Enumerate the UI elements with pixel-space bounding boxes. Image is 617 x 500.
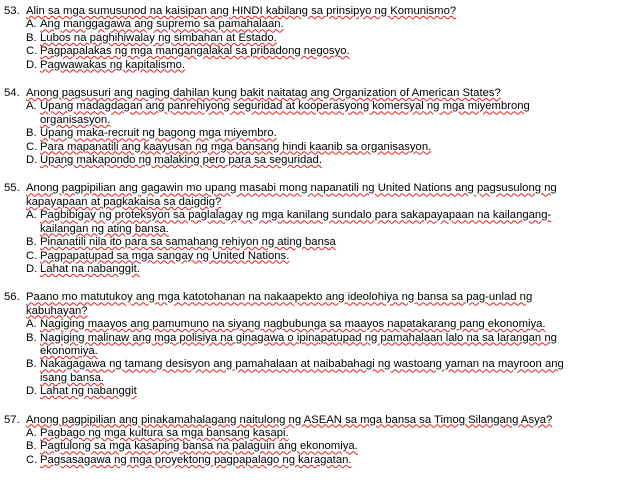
- question-number: 54.: [4, 87, 20, 100]
- choice-c: [4, 250, 617, 263]
- choice-b: [4, 127, 617, 140]
- question-number: 55.: [4, 182, 20, 195]
- choice-a: [4, 209, 617, 236]
- choice-letter: B.: [26, 127, 37, 140]
- question-text: Paano mo matutukoy ang mga katotohanan na nakaapekto ang ideolohiya ng bansa sa pag-unlad ng kabuhayan?: [26, 291, 533, 317]
- choice-b-second: [4, 358, 617, 385]
- choice-b: [4, 440, 617, 453]
- choice-letter: A.: [26, 209, 37, 222]
- choice-text: Pagwawakas ng kapitalismo.: [40, 58, 186, 71]
- choice-d: [4, 59, 617, 72]
- choice-a: [4, 318, 617, 331]
- choice-text: Pagbago ng mga kultura sa mga bansang kasapi.: [40, 426, 289, 439]
- choice-b: [4, 332, 617, 359]
- choice-b: [4, 236, 617, 249]
- choice-a: [4, 18, 617, 31]
- choice-letter: C.: [26, 140, 38, 153]
- choice-letter: D.: [26, 58, 38, 71]
- choice-text: Nagiging maayos ang pamumuno na siyang nagbubunga sa maayos napatakarang pang ekonomiya.: [40, 318, 546, 331]
- question-number: 53.: [4, 5, 20, 17]
- choice-letter: C.: [26, 453, 38, 466]
- choice-letter: B.: [26, 331, 37, 344]
- choice-a: [4, 427, 617, 440]
- choice-text: Para mapanatili ang kaayusan ng mga bansang hindi kaanib sa organisasyon.: [40, 140, 432, 153]
- question-number: 57.: [4, 413, 20, 426]
- choice-letter: B.: [26, 358, 37, 371]
- question-53: [4, 5, 617, 72]
- choice-text: Pagpapatupad sa mga sangay ng United Nations.: [40, 249, 290, 262]
- choice-letter: C.: [26, 249, 38, 262]
- question-text: Anong pagpipilian ang gagawin mo upang masabi mong napanatili ng United Nations ang pagsusulong ng kapayapaan at pagkakaisa sa daigdig?: [26, 182, 557, 208]
- choice-letter: D.: [26, 262, 38, 275]
- question-text: Alin sa mga sumusunod na kaisipan ang HINDI kabilang sa prinsipyo ng Komunismo?: [26, 5, 457, 17]
- choice-b: [4, 32, 617, 45]
- choice-text: Nagiging malinaw ang mga polisiya na ginagawa o ipinapatupad ng pamahalaan lalo na sa larangan ng ekonomiya.: [40, 331, 557, 357]
- choice-letter: B.: [26, 31, 37, 44]
- choice-text: Lahat ng nabanggit: [40, 385, 137, 398]
- choice-letter: A.: [26, 100, 37, 113]
- choice-letter: B.: [26, 440, 37, 453]
- choice-letter: A.: [26, 426, 37, 439]
- question-57: [4, 414, 617, 468]
- question-55: [4, 182, 617, 276]
- choice-a: [4, 100, 617, 127]
- choice-letter: A.: [26, 18, 37, 31]
- choice-text: Ang manggagawa ang supremo sa pamahalaan.: [40, 18, 284, 31]
- choice-letter: A.: [26, 318, 37, 331]
- choice-text: Pagpapalakas ng mga mangangalakal sa pribadong negosyo.: [40, 45, 350, 58]
- choice-text: Upang madagdagan ang panrehiyong seguridad at kooperasyong komersyal ng mga miyembrong organisasyon.: [40, 100, 530, 126]
- choice-letter: B.: [26, 236, 37, 249]
- choice-text: Upang maka-recruit ng bagong mga miyembro.: [40, 127, 277, 140]
- question-text: Anong pagsusuri ang naging dahilan kung bakit naitatag ang Organization of American States?: [26, 87, 501, 100]
- question-56: [4, 291, 617, 398]
- choice-d: [4, 263, 617, 276]
- choice-text: Nakagagawa ng tamang desisyon ang pamahalaan at naibabahagi ng wastoang yaman na mayroon ang isang bansa.: [40, 358, 564, 384]
- choice-text: Lubos na paghihiwalay ng simbahan at Estado.: [40, 31, 277, 44]
- choice-d: [4, 385, 617, 398]
- choice-letter: D.: [26, 154, 38, 167]
- question-number: 56.: [4, 291, 20, 304]
- choice-c: [4, 141, 617, 154]
- choice-text: Lahat na nabanggit.: [40, 262, 140, 275]
- choice-text: Pagsasagawa ng mga proyektong pagpapalago ng karagatan.: [40, 453, 352, 466]
- choice-d: [4, 154, 617, 167]
- choice-text: Pagtulong sa mga kasaping bansa na palaguin ang ekonomiya.: [40, 440, 358, 453]
- choice-text: Pagbibigay ng proteksyon sa paglalagay ng mga kanilang sundalo para sakapayapaan na kailangang-kailangan ng ating bansa.: [40, 209, 552, 235]
- choice-text: Upang makapondo ng malaking pero para sa seguridad.: [40, 154, 322, 167]
- question-text: Anong pagpipilian ang pinakamahalagang naitulong ng ASEAN sa mga bansa sa Timog Silangang Asya?: [26, 413, 553, 426]
- choice-c: [4, 45, 617, 58]
- question-54: [4, 87, 617, 167]
- choice-text: Pinanatili nila ito para sa samahang rehiyon ng ating bansa: [40, 236, 336, 249]
- choice-letter: D.: [26, 385, 38, 398]
- choice-c: [4, 454, 617, 467]
- choice-letter: C.: [26, 45, 38, 58]
